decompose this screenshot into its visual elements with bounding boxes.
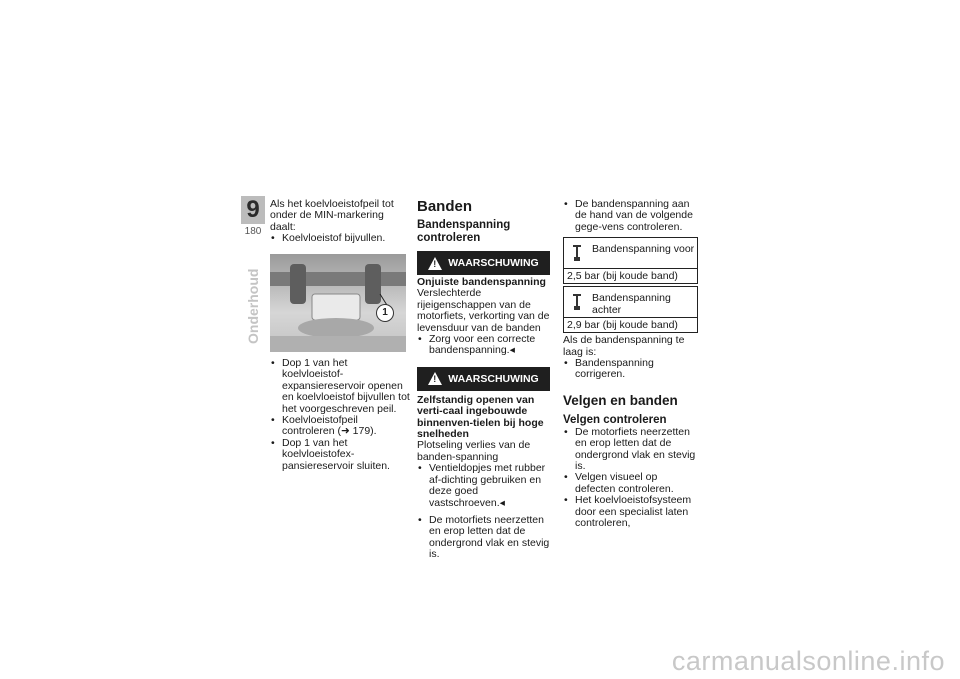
step-open-cap: • Dop 1 van het koelvloeistof-expansiereservoir openen en koelvloeistof bijvullen tot het voorgeschreven peil.: [270, 358, 410, 415]
coolant-reservoir-photo: [270, 254, 406, 352]
intro-text: Als het koelvloeistofpeil tot onder de MIN-markering daalt:: [270, 198, 394, 233]
warning-triangle-icon: [428, 372, 442, 385]
column-3: [563, 199, 698, 530]
warning-triangle-icon: [428, 257, 442, 270]
column-2: [417, 198, 550, 561]
spec-front-value: 2,5 bar (bij koude band): [567, 270, 678, 283]
bullet-park-motorcycle-2: • De motorfiets neerzetten en erop letten dat de ondergrond vlak en stevig is.: [563, 427, 698, 473]
bullet-refill: • Koelvloeistof bijvullen.: [270, 233, 410, 244]
heading-banden: Banden: [417, 198, 473, 215]
spec-rear-pressure: [563, 286, 698, 333]
warning-2-text: Plotseling verlies van de banden-spanning: [417, 439, 531, 463]
page-number: 180: [244, 226, 262, 237]
step-close-cap: • Dop 1 van het koelvloeistofex-pansiereservoir sluiten.: [270, 438, 410, 472]
bullet-workshop: • Het koelvloeistofsysteem door een specialist laten controleren,: [563, 495, 698, 529]
heading-rims-check: Velgen controleren: [563, 413, 667, 426]
watermark: carmanualsonline.info: [671, 646, 945, 676]
spec-rear-label: Bandenspanning achter: [592, 292, 671, 317]
callout-1: 1: [376, 304, 394, 322]
tire-pressure-gauge-icon: [572, 293, 582, 311]
warning-1-text: Verslechterde rijeigenschappen van de motorfiets, verkorting van de levensduur van de banden: [417, 287, 550, 334]
spec-front-pressure: [563, 237, 698, 284]
warning-box-2: [417, 367, 550, 391]
warning-1-bullet: • Zorg voor een correcte bandenspanning.◂: [417, 334, 550, 357]
spec-front-label: Bandenspanning voor: [592, 243, 695, 256]
heading-rims-tires: Velgen en banden: [563, 392, 678, 408]
spec-rear-value: 2,9 bar (bij koude band): [567, 319, 678, 332]
bullet-correct-pressure: • Bandenspanning corrigeren.: [563, 358, 698, 381]
warning-2-title: Zelfstandig openen van verti-caal ingebouwde binnenven-tielen bij hoge snelheden: [417, 393, 544, 441]
warning-1-title: Onjuiste bandenspanning: [417, 276, 546, 288]
bullet-check-pressure: • De bandenspanning aan de hand van de volgende gege-vens controleren.: [563, 199, 698, 233]
bullet-park-motorcycle: • De motorfiets neerzetten en erop letten dat de ondergrond vlak en stevig is.: [417, 515, 550, 561]
step-check-level: • Koelvloeistofpeil controleren (➜ 179).: [270, 415, 410, 438]
heading-pressure-check: Bandenspanning controleren: [417, 219, 511, 244]
chapter-side-label: Onderhoud: [245, 268, 261, 344]
low-pressure-text: Als de bandenspanning te laag is:: [563, 334, 685, 358]
column-1-steps: [270, 358, 410, 472]
tire-pressure-gauge-icon: [572, 244, 582, 262]
bullet-visual-check: • Velgen visueel op defecten controleren.: [563, 472, 698, 495]
chapter-number: 9: [246, 196, 260, 223]
warning-label: WAARSCHUWING: [448, 372, 539, 385]
warning-label: WAARSCHUWING: [448, 257, 539, 269]
warning-2-bullet: • Ventieldopjes met rubber af-dichting gebruiken en deze goed vastschroeven.◂: [417, 463, 550, 509]
motorcycle-handlebar-illustration: [270, 254, 406, 352]
warning-box-1: [417, 251, 550, 275]
